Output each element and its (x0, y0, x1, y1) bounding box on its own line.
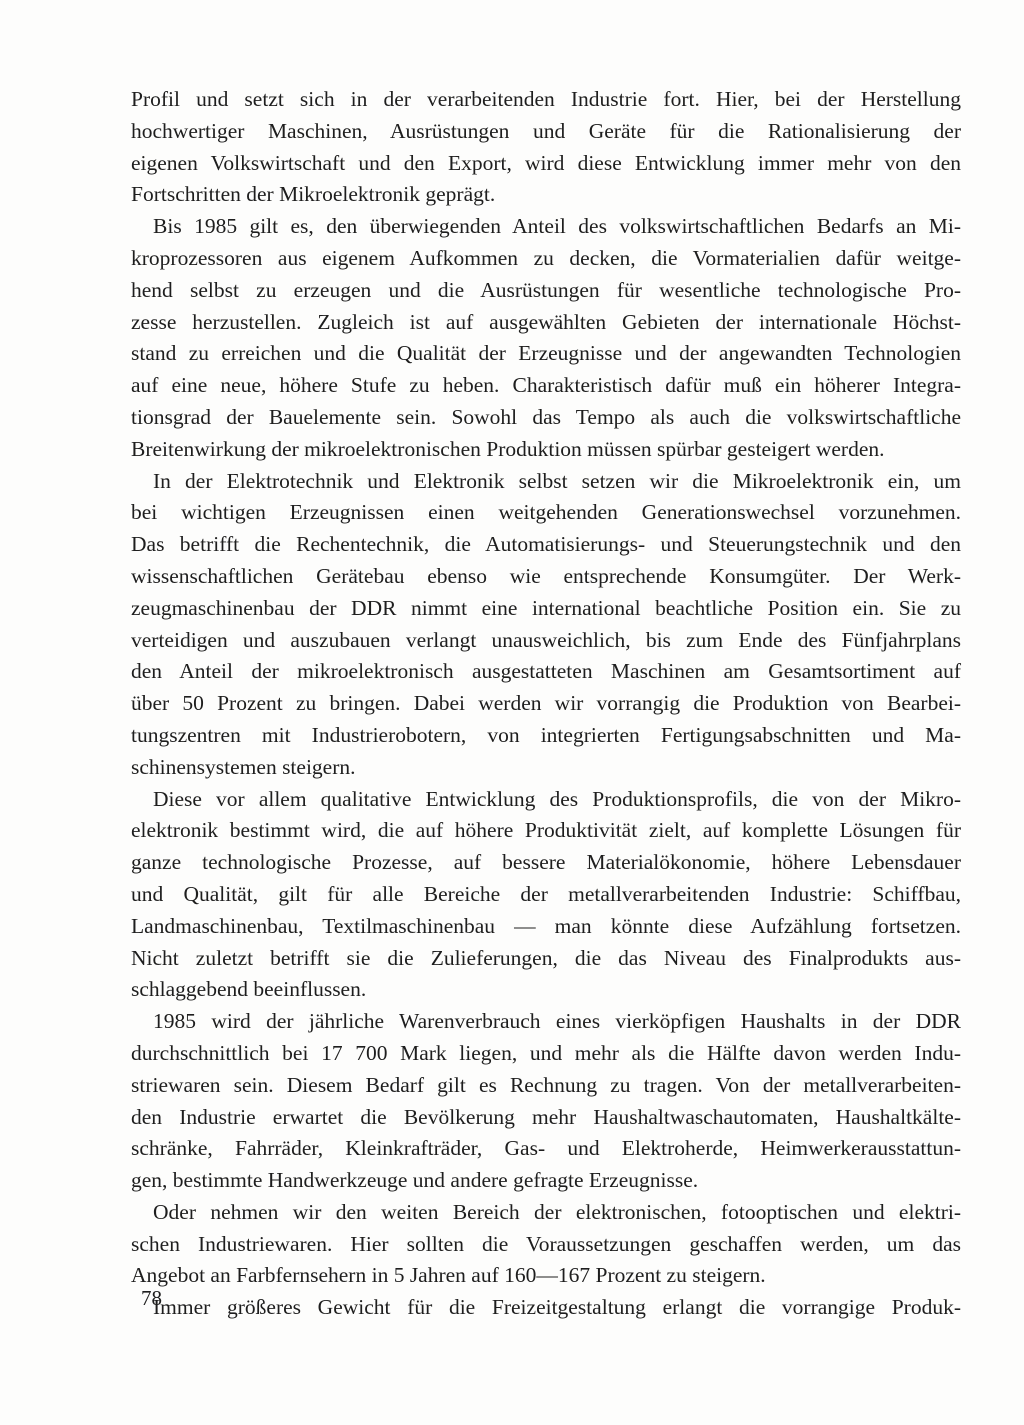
text-line: hend selbst zu erzeugen und die Ausrüstungen für wesentliche technologische Pro- (131, 277, 961, 302)
text-line: zeugmaschinenbau der DDR nimmt eine international beachtliche Position ein. Sie zu (131, 595, 961, 620)
text-line: Das betrifft die Rechentechnik, die Automatisierungs- und Steuerungstechnik und den (131, 532, 961, 557)
paragraph (131, 784, 961, 1007)
page-number: 78 (141, 1286, 162, 1310)
text-line: Angebot an Farbfernsehern in 5 Jahren auf 160—167 Prozent zu steigern. (131, 1263, 766, 1288)
text-line: schinensystemen steigern. (131, 754, 356, 779)
text-line: ganze technologische Prozesse, auf bessere Materialökonomie, höhere Lebensdauer (131, 850, 961, 875)
body-text (131, 84, 961, 1324)
text-line: den Anteil der mikroelektronisch ausgestatteten Maschinen am Gesamtsortiment auf (131, 659, 961, 684)
text-line: schlaggebend beeinflussen. (131, 977, 367, 1002)
text-line: kroprozessoren aus eigenem Aufkommen zu decken, die Vormaterialien dafür weitge- (131, 245, 961, 270)
text-line: hochwertiger Maschinen, Ausrüstungen und Geräte für die Rationalisierung der (131, 118, 961, 143)
text-line: schränke, Fahrräder, Kleinkrafträder, Gas- und Elektroherde, Heimwerkerausstattun- (131, 1136, 961, 1161)
text-line: schen Industriewaren. Hier sollten die Voraussetzungen geschaffen werden, um das (131, 1231, 961, 1256)
text-line: wissenschaftlichen Gerätebau ebenso wie entsprechende Konsumgüter. Der Werk- (131, 563, 961, 588)
text-line: zesse herzustellen. Zugleich ist auf ausgewählten Gebieten der internationale Höchst- (131, 309, 961, 334)
text-line: Fortschritten der Mikroelektronik geprägt. (131, 182, 496, 207)
paragraph (131, 211, 961, 465)
text-line: Bis 1985 gilt es, den überwiegenden Anteil des volkswirtschaftlichen Bedarfs an Mi- (153, 214, 961, 239)
text-line: stand zu erreichen und die Qualität der Erzeugnisse und der angewandten Technologien (131, 341, 961, 366)
text-line: Diese vor allem qualitative Entwicklung des Produktionsprofils, die von der Mikro- (153, 786, 961, 811)
text-line: bei wichtigen Erzeugnissen einen weitgehenden Generationswechsel vorzunehmen. (131, 500, 961, 525)
paragraph (131, 1006, 961, 1197)
text-line: tionsgrad der Bauelemente sein. Sowohl das Tempo als auch die volkswirtschaftliche (131, 404, 961, 429)
text-line: tungszentren mit Industrierobotern, von integrierten Fertigungsabschnitten und Ma- (131, 722, 961, 747)
text-line: Breitenwirkung der mikroelektronischen Produktion müssen spürbar gesteigert werden. (131, 436, 885, 461)
text-line: Landmaschinenbau, Textilmaschinenbau — man könnte diese Aufzählung fortsetzen. (131, 913, 961, 938)
text-line: Immer größeres Gewicht für die Freizeitgestaltung erlangt die vorrangige Produk- (153, 1295, 961, 1320)
paragraph (131, 1197, 961, 1292)
text-line: Nicht zuletzt betrifft sie die Zulieferungen, die das Niveau des Finalprodukts aus- (131, 945, 961, 970)
paragraph (131, 466, 961, 784)
text-line: gen, bestimmte Handwerkzeuge und andere gefragte Erzeugnisse. (131, 1168, 699, 1193)
paragraph (131, 1292, 961, 1324)
text-line: Oder nehmen wir den weiten Bereich der elektronischen, fotooptischen und elektri- (153, 1199, 961, 1224)
text-line: eigenen Volkswirtschaft und den Export, wird diese Entwicklung immer mehr von den (131, 150, 961, 175)
text-line: und Qualität, gilt für alle Bereiche der metallverarbeitenden Industrie: Schiffbau, (131, 881, 961, 906)
text-line: Profil und setzt sich in der verarbeitenden Industrie fort. Hier, bei der Herstellung (131, 87, 961, 111)
text-line: verteidigen und auszubauen verlangt unausweichlich, bis zum Ende des Fünfjahrplans (131, 627, 961, 652)
text-line: auf eine neue, höhere Stufe zu heben. Charakteristisch dafür muß ein höherer Integra- (131, 373, 961, 398)
paragraph (131, 84, 961, 211)
text-line: über 50 Prozent zu bringen. Dabei werden wir vorrangig die Produktion von Bearbei- (131, 691, 961, 716)
text-line: durchschnittlich bei 17 700 Mark liegen, und mehr als die Hälfte davon werden Indu- (131, 1040, 961, 1065)
text-line: den Industrie erwartet die Bevölkerung mehr Haushaltwaschautomaten, Haushaltkälte- (131, 1104, 961, 1129)
text-line: 1985 wird der jährliche Warenverbrauch eines vierköpfigen Haushalts in der DDR (153, 1009, 961, 1034)
text-line: In der Elektrotechnik und Elektronik selbst setzen wir die Mikroelektronik ein, um (153, 468, 961, 493)
text-line: elektronik bestimmt wird, die auf höhere Produktivität zielt, auf komplette Lösungen für (131, 818, 961, 843)
text-line: striewaren sein. Diesem Bedarf gilt es Rechnung zu tragen. Von der metallverarbeiten- (131, 1072, 961, 1097)
